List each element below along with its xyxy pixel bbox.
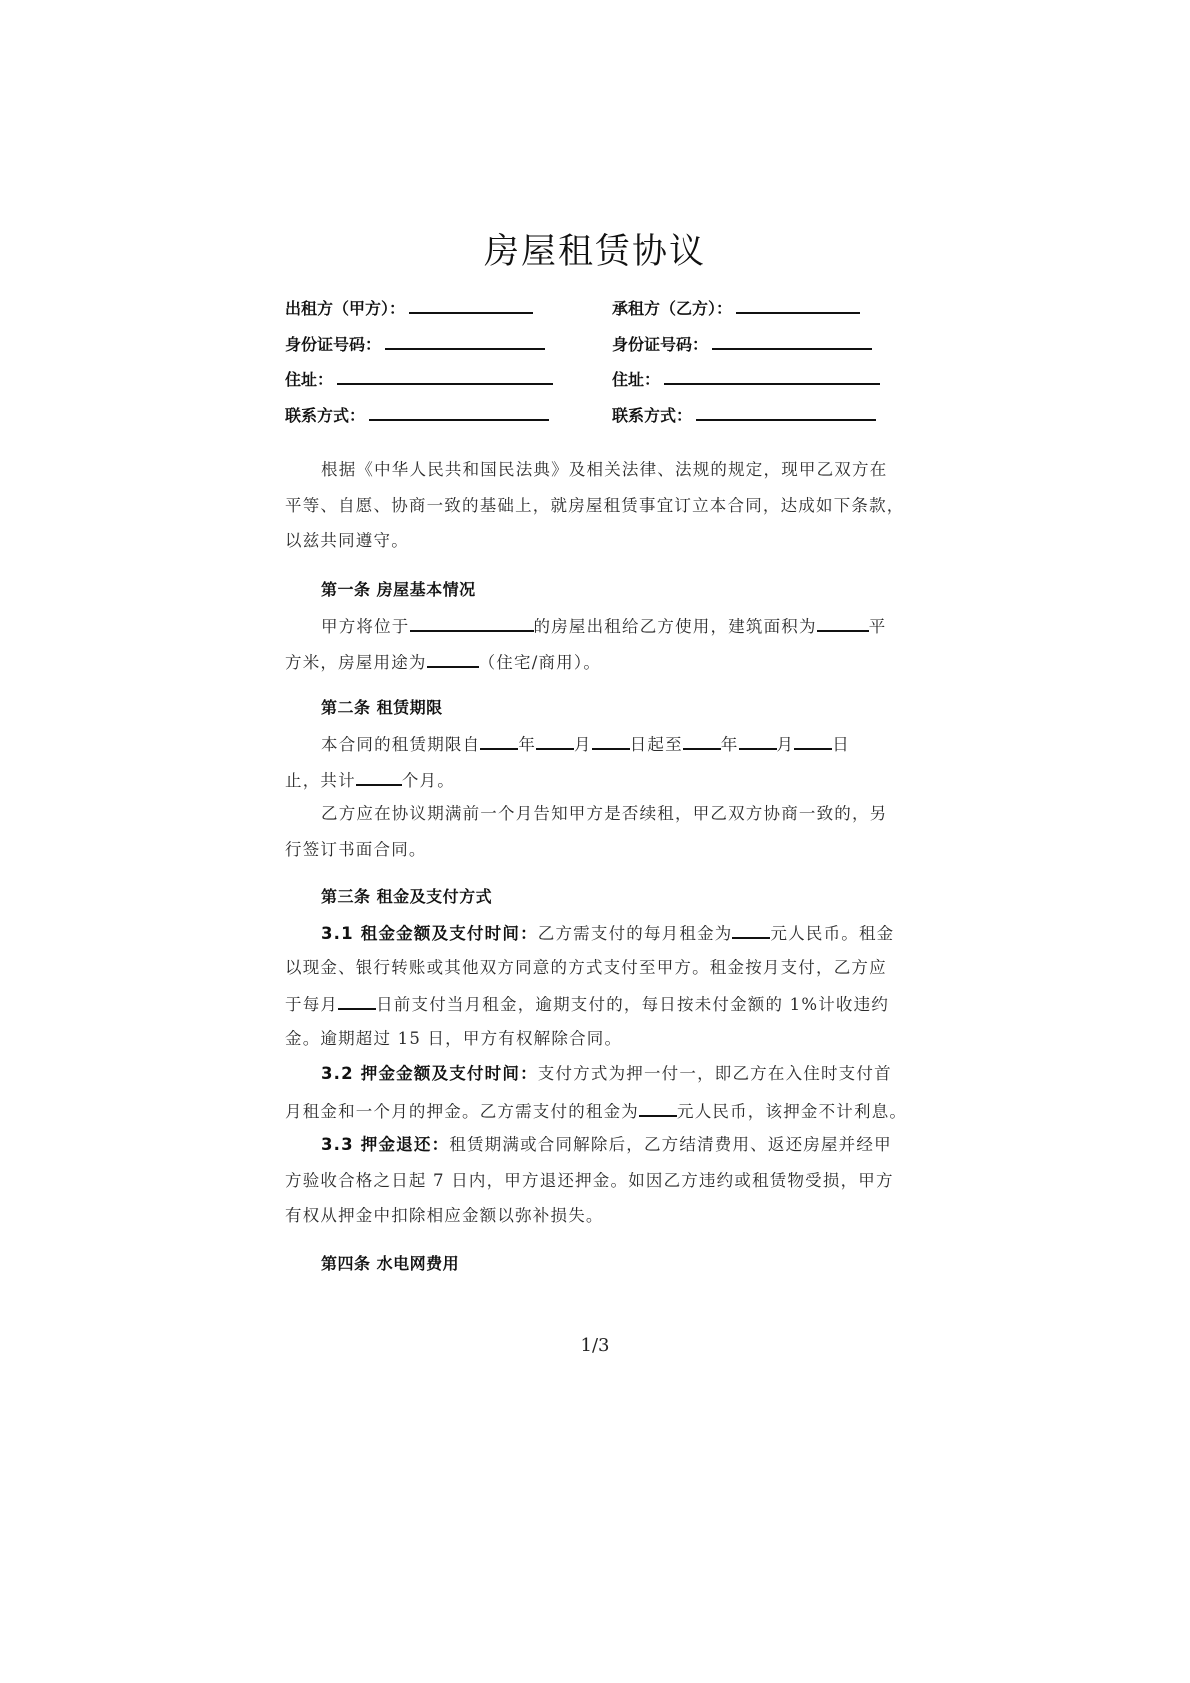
start-year-blank[interactable] (480, 732, 518, 750)
text: 月租金和一个月的押金。乙方需支付的租金为 (285, 1102, 639, 1121)
field-label: 住址： (285, 370, 334, 389)
months-blank[interactable] (356, 768, 402, 786)
lessor-contact-field[interactable] (285, 403, 549, 425)
article-3-line (285, 1099, 925, 1121)
article-3-line: 有权从押金中扣除相应金额以弥补损失。 (285, 1206, 604, 1225)
text: 租赁期满或合同解除后，乙方结清费用、返还房屋并经甲 (449, 1135, 892, 1154)
article-1-heading: 第一条 房屋基本情况 (321, 580, 476, 599)
clause-3-3-label: 3.3 押金退还： (321, 1135, 450, 1154)
text: 平 (868, 617, 887, 636)
deposit-blank[interactable] (639, 1099, 677, 1117)
lessee-contact-field[interactable] (612, 403, 876, 425)
article-4-heading: 第四条 水电网费用 (321, 1254, 460, 1273)
text: （住宅/商用）。 (478, 653, 602, 672)
article-2-line (285, 768, 925, 790)
text: 元人民币，该押金不计利息。 (677, 1102, 908, 1121)
lessee-contact-blank[interactable] (696, 403, 876, 421)
lessee-address-field[interactable] (612, 367, 880, 389)
area-blank[interactable] (817, 614, 869, 632)
text: 本合同的租赁期限自 (321, 735, 481, 754)
article-3-line: 以现金、银行转账或其他双方同意的方式支付至甲方。租金按月支付，乙方应 (285, 958, 887, 977)
text: 元人民币。租金 (770, 924, 895, 943)
text: 支付方式为押一付一，即乙方在入住时支付首 (537, 1064, 892, 1083)
article-2-heading: 第二条 租赁期限 (321, 698, 443, 717)
preamble-line: 根据《中华人民共和国民法典》及相关法律、法规的规定，现甲乙双方在 (321, 460, 888, 479)
text: 日前支付当月租金，逾期支付的，每日按未付金额的 1%计收违约 (376, 995, 890, 1014)
text: 的房屋出租给乙方使用，建筑面积为 (533, 617, 817, 636)
text: 止，共计 (285, 771, 356, 790)
article-3-line (321, 1063, 961, 1085)
text: 甲方将位于 (321, 617, 410, 636)
start-month-blank[interactable] (536, 732, 574, 750)
lessee-name-field[interactable] (612, 296, 860, 318)
article-1-line (321, 614, 961, 636)
text: 月 (776, 735, 795, 754)
page-number: 1/3 (580, 1335, 610, 1356)
field-label: 联系方式： (612, 406, 693, 425)
article-3-line: 方验收合格之日起 7 日内，甲方退还押金。如因乙方违约或租赁物受损，甲方 (285, 1171, 894, 1190)
field-label: 住址： (612, 370, 661, 389)
text: 日 (832, 735, 850, 754)
clause-3-1-label: 3.1 租金金额及支付时间： (321, 924, 538, 943)
lessee-id-field[interactable] (612, 332, 872, 354)
field-label: 身份证号码： (285, 335, 382, 354)
lessee-id-blank[interactable] (712, 332, 872, 350)
text: 个月。 (401, 771, 455, 790)
text: 方米，房屋用途为 (285, 653, 427, 672)
text: 年 (518, 735, 537, 754)
text: 年 (720, 735, 739, 754)
article-3-line (321, 921, 961, 943)
lessor-id-field[interactable] (285, 332, 545, 354)
text: 于每月 (285, 995, 339, 1014)
lessor-address-field[interactable] (285, 367, 553, 389)
article-2-line: 行签订书面合同。 (285, 840, 427, 859)
end-month-blank[interactable] (739, 732, 777, 750)
field-label: 出租方（甲方）： (285, 299, 406, 318)
article-3-line: 金。逾期超过 15 日，甲方有权解除合同。 (285, 1029, 623, 1048)
article-3-heading: 第三条 租金及支付方式 (321, 887, 493, 906)
field-label: 承租方（乙方）： (612, 299, 733, 318)
field-label: 联系方式： (285, 406, 366, 425)
field-label: 身份证号码： (612, 335, 709, 354)
article-2-line (321, 732, 961, 754)
end-day-blank[interactable] (794, 732, 832, 750)
location-blank[interactable] (410, 614, 534, 632)
lessor-name-field[interactable] (285, 296, 533, 318)
clause-3-2-label: 3.2 押金金额及支付时间： (321, 1064, 538, 1083)
lessee-address-blank[interactable] (664, 367, 880, 385)
document-title: 房屋租赁协议 (483, 232, 706, 272)
article-3-line (285, 992, 925, 1014)
monthly-rent-blank[interactable] (732, 921, 770, 939)
preamble-line: 平等、自愿、协商一致的基础上，就房屋租赁事宜订立本合同，达成如下条款， (285, 496, 905, 515)
lessee-name-blank[interactable] (736, 296, 860, 314)
payment-day-blank[interactable] (338, 992, 376, 1010)
text: 月 (574, 735, 592, 754)
article-3-line (321, 1134, 961, 1156)
text: 乙方需支付的每月租金为 (537, 924, 733, 943)
start-day-blank[interactable] (592, 732, 630, 750)
article-2-line: 乙方应在协议期满前一个月告知甲方是否续租，甲乙双方协商一致的，另 (321, 804, 888, 823)
lessor-contact-blank[interactable] (369, 403, 549, 421)
text: 日起至 (629, 735, 683, 754)
article-1-line (285, 650, 925, 672)
lessor-address-blank[interactable] (337, 367, 553, 385)
end-year-blank[interactable] (683, 732, 721, 750)
usage-blank[interactable] (427, 650, 479, 668)
preamble-line: 以兹共同遵守。 (285, 531, 409, 550)
lessor-id-blank[interactable] (385, 332, 545, 350)
lessor-name-blank[interactable] (409, 296, 533, 314)
